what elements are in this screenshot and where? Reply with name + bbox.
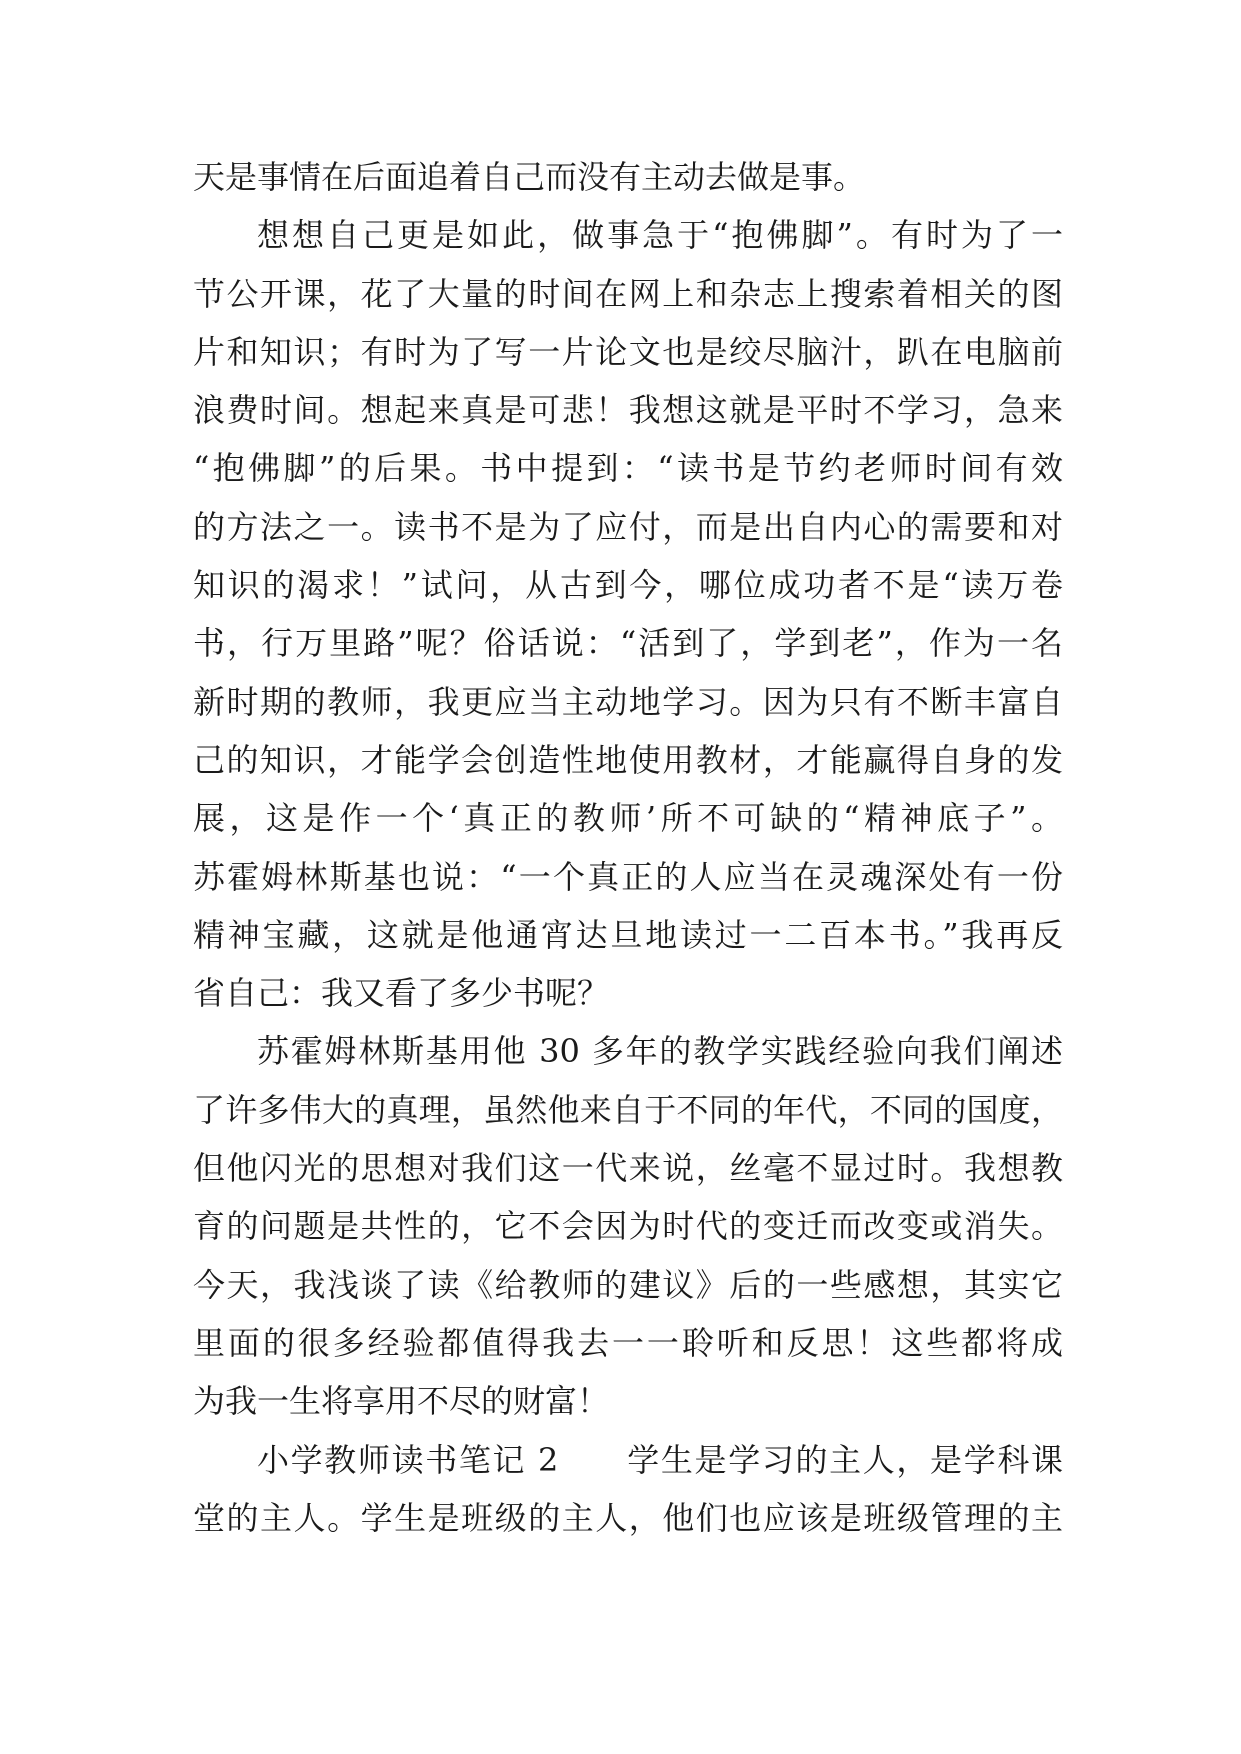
text-line: 天是事情在后面追着自己而没有主动去做是事。 bbox=[193, 158, 866, 196]
text-line: 书，行万里路”呢？俗话说：“活到了，学到老”，作为一名 bbox=[193, 624, 1063, 663]
text-line: 了许多伟大的真理，虽然他来自于不同的年代，不同的国度， bbox=[193, 1090, 1063, 1129]
text-line: 为我一生将享用不尽的财富！ bbox=[193, 1382, 610, 1421]
text-line: 今天，我浅谈了读《给教师的建议》后的一些感想，其实它 bbox=[193, 1265, 1063, 1304]
text-line: 育的问题是共性的，它不会因为时代的变迁而改变或消失。 bbox=[193, 1207, 1063, 1246]
text-line: 精神宝藏，这就是他通宵达旦地读过一二百本书。”我再反 bbox=[193, 915, 1063, 954]
text-line: 堂的主人。学生是班级的主人，他们也应该是班级管理的主 bbox=[193, 1498, 1063, 1537]
text-line: 里面的很多经验都值得我去一一聆听和反思！这些都将成 bbox=[193, 1323, 1063, 1362]
text-line: 展，这是作一个‘真正的教师’所不可缺的“精神底子”。 bbox=[193, 799, 1063, 838]
text-line: 节公开课，花了大量的时间在网上和杂志上搜索着相关的图 bbox=[193, 274, 1063, 313]
text-line: 知识的渴求！”试问，从古到今，哪位成功者不是“读万卷 bbox=[193, 566, 1063, 605]
text-line: “抱佛脚”的后果。书中提到：“读书是节约老师时间有效 bbox=[193, 449, 1063, 488]
text-line: 省自己：我又看了多少书呢？ bbox=[193, 974, 610, 1013]
text-line: 片和知识；有时为了写一片论文也是绞尽脑汁，趴在电脑前 bbox=[193, 332, 1063, 371]
text-line: 的方法之一。读书不是为了应付，而是出自内心的需要和对 bbox=[193, 507, 1063, 546]
text-line: 但他闪光的思想对我们这一代来说，丝毫不显过时。我想教 bbox=[193, 1149, 1063, 1188]
text-line: 想想自己更是如此，做事急于“抱佛脚”。有时为了一 bbox=[257, 216, 1063, 255]
text-line: 苏霍姆林斯基也说：“一个真正的人应当在灵魂深处有一份 bbox=[193, 857, 1063, 896]
body-text bbox=[193, 148, 1063, 1547]
text-line: 浪费时间。想起来真是可悲！我想这就是平时不学习，急来 bbox=[193, 391, 1063, 430]
text-line: 苏霍姆林斯基用他 30 多年的教学实践经验向我们阐述 bbox=[257, 1032, 1063, 1071]
text-line: 小学教师读书笔记 2 学生是学习的主人，是学科课 bbox=[257, 1440, 1063, 1479]
text-line: 己的知识，才能学会创造性地使用教材，才能赢得自身的发 bbox=[193, 740, 1063, 779]
text-line: 新时期的教师，我更应当主动地学习。因为只有不断丰富自 bbox=[193, 682, 1063, 721]
